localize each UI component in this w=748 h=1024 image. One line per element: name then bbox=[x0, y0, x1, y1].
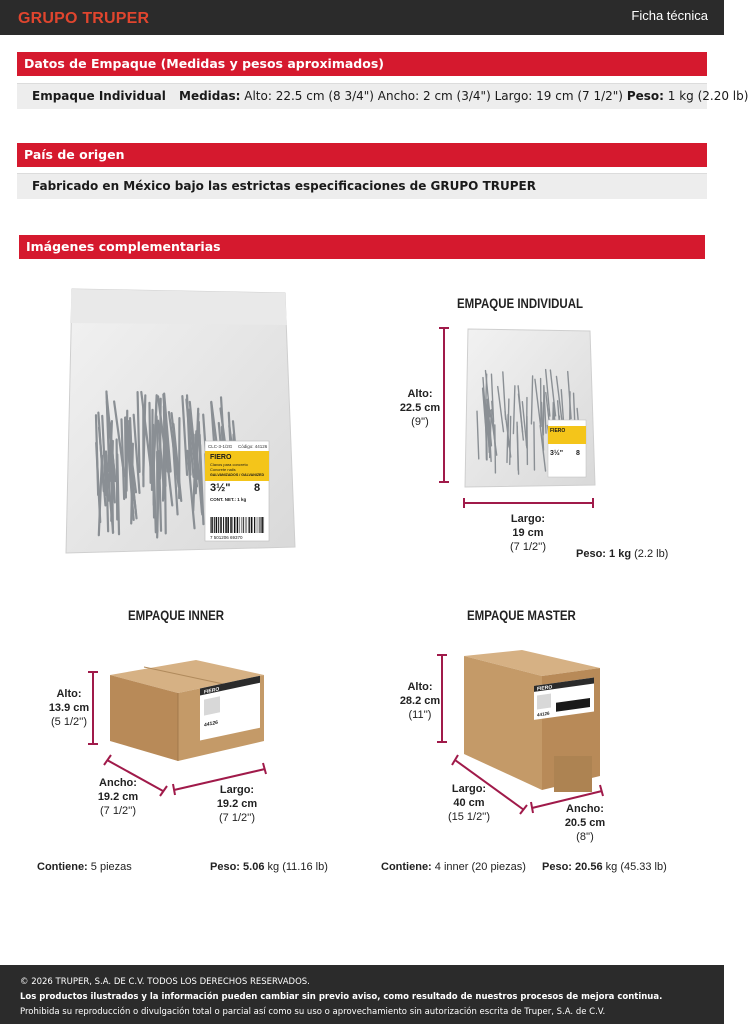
master-peso bbox=[542, 861, 667, 873]
barcode-bar bbox=[223, 517, 224, 533]
packaging-row bbox=[17, 83, 748, 109]
master-largo-value: 40 cm bbox=[453, 797, 485, 809]
inner-largo-label: Largo: bbox=[219, 784, 255, 796]
barcode-bar bbox=[216, 517, 218, 533]
top-bar bbox=[0, 0, 724, 35]
barcode-bar bbox=[261, 517, 263, 533]
barcode-bar bbox=[227, 517, 229, 533]
inner-peso-value: 5.06 bbox=[243, 861, 265, 873]
master-box-brand: FIERO bbox=[537, 684, 553, 693]
inner-alto-value: 13.9 cm bbox=[48, 702, 90, 714]
inner-ancho-value: 19.2 cm bbox=[97, 791, 139, 803]
individual-largo bbox=[504, 512, 552, 554]
inner-largo-value: 19.2 cm bbox=[216, 798, 258, 810]
brand-logo: GRUPO TRUPER bbox=[18, 10, 150, 27]
inner-box-code: 44126 bbox=[204, 719, 218, 729]
footer bbox=[0, 965, 724, 1024]
master-largo-imperial: (15 1/2'') bbox=[447, 811, 491, 823]
label-line1: Clavos para concreto bbox=[210, 462, 248, 467]
inner-title: EMPAQUE INNER bbox=[128, 608, 225, 623]
label-barcode-number: 7 501206 69370 bbox=[210, 535, 243, 540]
weight-label: Peso: bbox=[626, 89, 664, 103]
measures-label: Medidas: bbox=[179, 89, 241, 103]
inner-peso-imperial: (11.16 lb) bbox=[282, 861, 328, 873]
inner-ancho bbox=[94, 776, 142, 818]
individual-largo-value: 19 cm bbox=[512, 527, 544, 539]
barcode-bar bbox=[254, 517, 255, 533]
barcode-bar bbox=[220, 517, 222, 533]
barcode-bar bbox=[258, 517, 259, 533]
packaging-row-value bbox=[179, 84, 748, 108]
inner-contiene bbox=[37, 861, 132, 873]
barcode-bar bbox=[245, 517, 246, 533]
individual-alto bbox=[398, 387, 442, 429]
master-peso-label: Peso: bbox=[542, 861, 572, 873]
master-ancho-value: 20.5 cm bbox=[564, 817, 606, 829]
images-section-heading: Imágenes complementarias bbox=[19, 235, 705, 259]
small-label-size: 3½" bbox=[550, 450, 564, 457]
barcode-bar bbox=[234, 517, 236, 533]
page-title: Ficha técnica bbox=[631, 8, 708, 23]
individual-peso-imperial: (2.2 lb) bbox=[634, 548, 669, 560]
master-alto-label: Alto: bbox=[407, 681, 433, 693]
individual-peso-value: 1 kg bbox=[609, 548, 632, 560]
inner-box-brand: FIERO bbox=[204, 686, 220, 696]
master-box-code: 44126 bbox=[537, 710, 550, 718]
barcode-bar bbox=[211, 517, 213, 533]
barcode-bar bbox=[241, 517, 242, 533]
barcode-bar bbox=[259, 517, 260, 533]
inner-ancho-imperial: (7 1/2'') bbox=[100, 805, 136, 817]
inner-peso bbox=[210, 861, 328, 873]
master-largo bbox=[443, 782, 495, 824]
master-alto bbox=[397, 680, 443, 722]
label-code: CLC-3-1/2G bbox=[208, 444, 233, 449]
label-codigo: Código: 44126 bbox=[238, 444, 268, 449]
individual-alto-imperial: (9'') bbox=[411, 416, 429, 428]
footer-legal: Prohibida su reproducción o divulgación total o parcial así como su uso o aprovechamiento sin autorización escrita de Truper, S.A. de C.V. bbox=[20, 1007, 606, 1017]
inner-alto-imperial: (5 1/2'') bbox=[51, 716, 87, 728]
barcode-bar bbox=[237, 517, 239, 533]
master-title: EMPAQUE MASTER bbox=[467, 608, 576, 623]
master-peso-imperial: (45.33 lb) bbox=[620, 861, 667, 873]
inner-peso-unit: kg bbox=[267, 861, 280, 873]
measures-text: Alto: 22.5 cm (8 3/4") Ancho: 2 cm (3/4") Largo: 19 cm (7 1/2") bbox=[244, 89, 623, 103]
barcode-bar bbox=[210, 517, 211, 533]
barcode-bar bbox=[249, 517, 250, 533]
barcode-bar bbox=[230, 517, 232, 533]
individual-largo-label: Largo: bbox=[510, 513, 546, 525]
label-size: 3½" bbox=[210, 482, 231, 494]
barcode-bar bbox=[251, 517, 253, 533]
barcode-bar bbox=[214, 517, 215, 533]
master-largo-label: Largo: bbox=[451, 783, 487, 795]
nail-stroke bbox=[149, 403, 150, 483]
barcode-bar bbox=[233, 517, 234, 533]
master-contiene bbox=[381, 861, 526, 873]
individual-alto-label: Alto: bbox=[407, 388, 433, 400]
nail-stroke bbox=[160, 399, 161, 479]
product-bag-image bbox=[60, 285, 300, 557]
individual-title: EMPAQUE INDIVIDUAL bbox=[457, 296, 584, 311]
barcode-bar bbox=[247, 517, 248, 533]
individual-dimension-lines bbox=[430, 320, 610, 520]
barcode-bar bbox=[256, 517, 257, 533]
inner-largo-imperial: (7 1/2'') bbox=[219, 812, 255, 824]
label-brand: FIERO bbox=[210, 454, 232, 461]
inner-largo bbox=[213, 783, 261, 825]
origin-row bbox=[17, 173, 707, 199]
packaging-section-heading: Datos de Empaque (Medidas y pesos aproximados) bbox=[17, 52, 707, 76]
master-alto-imperial: (11'') bbox=[408, 709, 432, 721]
small-label-gauge: 8 bbox=[576, 450, 580, 457]
master-ancho-label: Ancho: bbox=[566, 803, 604, 815]
barcode-bar bbox=[225, 517, 227, 533]
barcode-bar bbox=[248, 517, 249, 533]
inner-contiene-label: Contiene: bbox=[37, 861, 88, 873]
inner-alto-label: Alto: bbox=[56, 688, 82, 700]
barcode-bar bbox=[243, 517, 244, 533]
small-label-brand: FIERO bbox=[550, 428, 566, 434]
footer-notice: Los productos ilustrados y la información pueden cambiar sin previo aviso, como resultado de nuestros procesos de mejora continua. bbox=[20, 992, 663, 1002]
master-alto-value: 28.2 cm bbox=[399, 695, 441, 707]
label-content: CONT. NET.: 1 kg bbox=[210, 497, 247, 502]
individual-peso bbox=[576, 548, 668, 560]
individual-largo-imperial: (7 1/2'') bbox=[510, 541, 546, 553]
master-peso-value: 20.56 bbox=[575, 861, 603, 873]
barcode-bar bbox=[218, 517, 219, 533]
individual-peso-label: Peso: bbox=[576, 548, 606, 560]
master-ancho bbox=[560, 802, 610, 844]
inner-alto bbox=[45, 687, 93, 729]
inner-peso-label: Peso: bbox=[210, 861, 240, 873]
origin-text: Fabricado en México bajo las estrictas especificaciones de GRUPO TRUPER bbox=[32, 179, 536, 193]
individual-alto-value: 22.5 cm bbox=[399, 402, 441, 414]
packaging-row-label: Empaque Individual bbox=[32, 89, 166, 103]
inner-contiene-value: 5 piezas bbox=[90, 861, 132, 873]
inner-ancho-label: Ancho: bbox=[99, 777, 137, 789]
label-gauge: 8 bbox=[254, 482, 261, 494]
weight-text: 1 kg (2.20 lb) bbox=[667, 89, 748, 103]
label-line3: GALVANIZADOS / GALVANIZED bbox=[210, 473, 265, 477]
barcode-bar bbox=[239, 517, 240, 533]
master-contiene-value: 4 inner (20 piezas) bbox=[434, 861, 526, 873]
master-ancho-imperial: (8'') bbox=[576, 831, 594, 843]
master-contiene-label: Contiene: bbox=[381, 861, 432, 873]
barcode-bar bbox=[264, 517, 265, 533]
label-line2: Concrete nails bbox=[210, 467, 236, 472]
product-label bbox=[205, 441, 269, 541]
footer-copyright: © 2026 TRUPER, S.A. DE C.V. TODOS LOS DERECHOS RESERVADOS. bbox=[20, 977, 310, 987]
origin-section-heading: País de origen bbox=[17, 143, 707, 167]
master-peso-unit: kg bbox=[605, 861, 618, 873]
